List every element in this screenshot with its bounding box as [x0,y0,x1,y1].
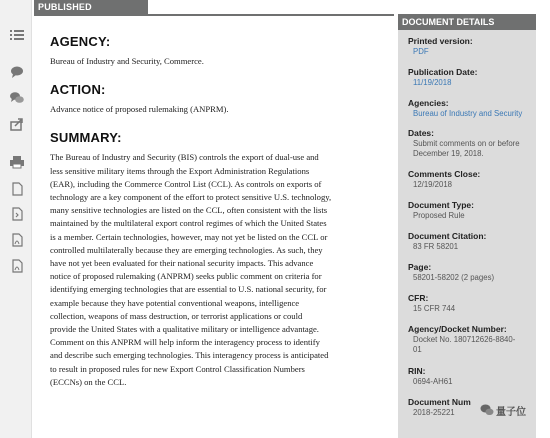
share-icon[interactable] [9,116,25,132]
summary-line: technology are a key component of the effort to protect sensitive U.S. technology, [50,192,332,203]
comments-icon[interactable] [9,90,25,106]
summary-line: is a member. Certain technologies, however, may not yet be listed on the CCL or [50,231,328,242]
detail-label: Document Num [408,397,471,407]
document-details-panel [398,14,536,438]
detail-dates [408,128,532,159]
summary-line: controlled multilaterally because they are emerging technologies. As such, they [50,244,323,255]
detail-document-citation [408,231,532,252]
summary-line: collection, weapons of mass destruction, or terrorist applications or could [50,310,303,321]
document-body [34,14,394,438]
detail-label: RIN: [408,366,426,376]
detail-label: Agency/Docket Number: [408,324,507,334]
detail-value: 12/19/2018 [413,180,453,189]
action-rail [0,0,32,438]
detail-value: 83 FR 58201 [413,242,459,251]
detail-value: 2018-25221 [413,408,455,417]
agency-heading: AGENCY: [50,34,111,49]
agency-link[interactable]: Bureau of Industry and Security [413,109,523,118]
summary-line: and describe such emerging technologies. This interagency process is anticipated [50,350,329,361]
action-heading: ACTION: [50,82,106,98]
detail-document-type [408,200,532,221]
summary-line: Comment on this ANPRM will help inform the interagency process to identify [50,337,320,348]
detail-label: Document Type: [408,200,474,210]
detail-label: Publication Date: [408,67,478,77]
summary-line: provide the United States with a qualitative military or intelligence advantage. [50,324,319,335]
detail-agencies [408,98,532,119]
detail-comments-close [408,169,532,190]
detail-printed-version [408,36,532,57]
detail-rin [408,366,532,387]
summary-line: have not yet been evaluated for their national security impacts. This advance [50,258,314,269]
detail-page [408,262,532,283]
printed-version-pdf-link[interactable]: PDF [413,47,429,56]
pdf-icon[interactable] [9,232,25,248]
summary-line: less sensitive military items through the Export Administration Regulations [50,165,310,176]
summary-line: example because they have potential conventional weapons, intelligence [50,297,300,308]
summary-line: (EAR), including the Commerce Control List (CCL). As controls on exports of [50,178,322,189]
summary-line: identifying emerging technologies that are essential to U.S. national security, for [50,284,327,295]
detail-label: CFR: [408,293,429,303]
detail-label: Page: [408,262,432,272]
detail-label: Comments Close: [408,169,481,179]
detail-value: 15 CFR 744 [413,304,456,313]
summary-line: maintained by the multilateral export control regimes of which the United States [50,218,327,229]
detail-value: 58201-58202 (2 pages) [413,273,495,282]
wechat-icon [480,403,494,417]
publication-date-link[interactable]: 11/19/2018 [413,78,452,87]
agency-text: Bureau of Industry and Security, Commerce. [50,56,204,66]
action-text: Advance notice of proposed rulemaking (ANPRM). [50,104,229,115]
detail-label: Printed version: [408,36,473,46]
detail-value: December 19, 2018. [413,149,484,158]
summary-heading: SUMMARY: [50,130,122,146]
detail-label: Dates: [408,128,434,138]
detail-agency-docket-number [408,324,532,355]
summary-line: The Bureau of Industry and Security (BIS) controls the export of dual-use and [50,152,319,163]
published-document-tab[interactable]: PUBLISHED [34,0,148,14]
list-icon[interactable] [9,27,25,43]
detail-value: Proposed Rule [413,211,465,220]
document-details-header: DOCUMENT DETAILS [398,14,536,30]
pdf-alt-icon[interactable] [9,258,25,274]
detail-value: 01 [413,345,422,354]
print-icon[interactable] [9,154,25,170]
watermark [480,402,542,418]
detail-value: Submit comments on or before [413,139,520,148]
summary-line: to result in proposed rules for new Export Control Classification Numbers [50,363,305,374]
summary-line: notice of proposed rulemaking (ANPRM) seeks public comment on criteria for [50,271,322,282]
comment-icon[interactable] [9,64,25,80]
detail-value: 0694-AH61 [413,377,453,386]
detail-value: Docket No. 180712626-8840- [413,335,516,344]
detail-publication-date [408,67,532,88]
code-document-icon[interactable] [9,206,25,222]
summary-line: (ECCNs) on the CCL. [50,376,127,387]
watermark-text: 量子位 [496,406,526,418]
detail-label: Document Citation: [408,231,487,241]
document-icon[interactable] [9,181,25,197]
detail-cfr [408,293,532,314]
document-content [50,34,370,389]
summary-line: many sensitive technologies are listed on the CCL, often consistent with the lists [50,205,328,216]
summary-text [50,151,370,389]
detail-label: Agencies: [408,98,449,108]
